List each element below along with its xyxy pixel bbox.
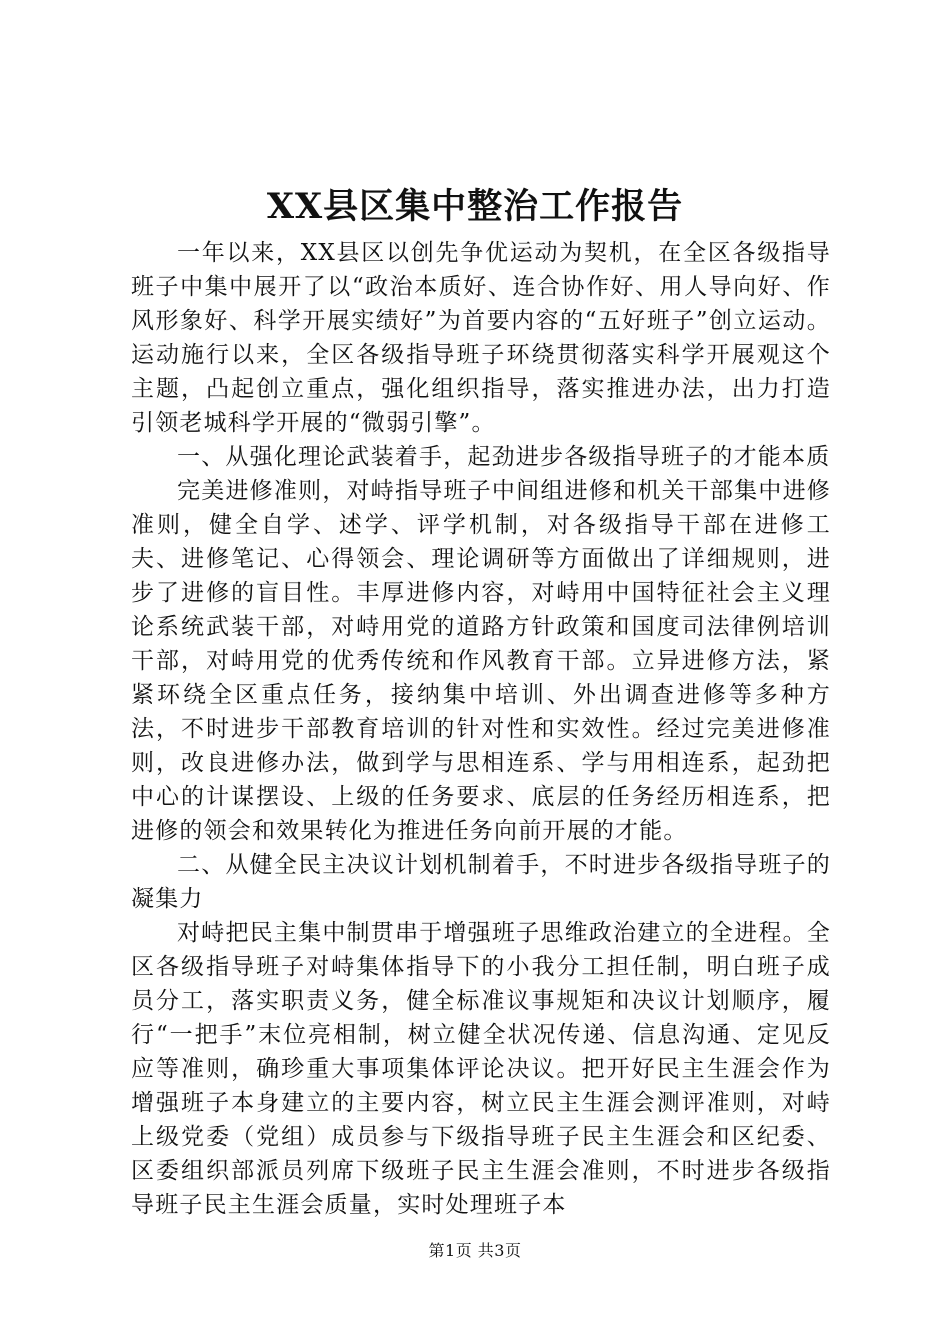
paragraph-intro: 一年以来，XX县区以创先争优运动为契机，在全区各级指导班子中集中展开了以“政治本质好、连合协作好、用人导向好、作风形象好、科学开展实绩好”为首要内容的“五好班子”创立运动。运动施行以来，全区各级指导班子环绕贯彻落实科学开展观这个主题，凸起创立重点，强化组织指导，落实推进办法，出力打造引领老城科学开展的“微弱引擎”。 bbox=[131, 240, 831, 436]
section-heading-1: 一、从强化理论武装着手，起劲进步各级指导班子的才能本质 bbox=[177, 444, 831, 470]
document-body bbox=[131, 236, 831, 1222]
paragraph-section-2: 对峙把民主集中制贯串于增强班子思维政治建立的全进程。全区各级指导班子对峙集体指导下的小我分工担任制，明白班子成员分工，落实职责义务，健全标准议事规矩和决议计划顺序，履行“一把手”末位亮相制，树立健全状况传递、信息沟通、定见反应等准则，确珍重大事项集体评论决议。把开好民主生涯会作为增强班子本身建立的主要内容，树立民主生涯会测评准则，对峙上级党委（党组）成员参与下级指导班子民主生涯会和区纪委、区委组织部派员列席下级班子民主生涯会准则，不时进步各级指导班子民主生涯会质量，实时处理班子本 bbox=[131, 920, 831, 1218]
page-footer: 第1页 共3页 bbox=[428, 1241, 522, 1260]
section-heading-2: 二、从健全民主决议计划机制着手，不时进步各级指导班子的凝集力 bbox=[131, 852, 831, 912]
document-title: XX县区集中整治工作报告 bbox=[266, 186, 684, 227]
paragraph-section-1: 完美进修准则，对峙指导班子中间组进修和机关干部集中进修准则，健全自学、述学、评学机制，对各级指导干部在进修工夫、进修笔记、心得领会、理论调研等方面做出了详细规则，进步了进修的盲目性。丰厚进修内容，对峙用中国特征社会主义理论系统武装干部，对峙用党的道路方针政策和国度司法律例培训干部，对峙用党的优秀传统和作风教育干部。立异进修方法，紧紧环绕全区重点任务，接纳集中培训、外出调查进修等多种方法，不时进步干部教育培训的针对性和实效性。经过完美进修准则，改良进修办法，做到学与思相连系、学与用相连系，起劲把中心的计谋摆设、上级的任务要求、底层的任务经历相连系，把进修的领会和效果转化为推进任务向前开展的才能。 bbox=[131, 478, 831, 844]
